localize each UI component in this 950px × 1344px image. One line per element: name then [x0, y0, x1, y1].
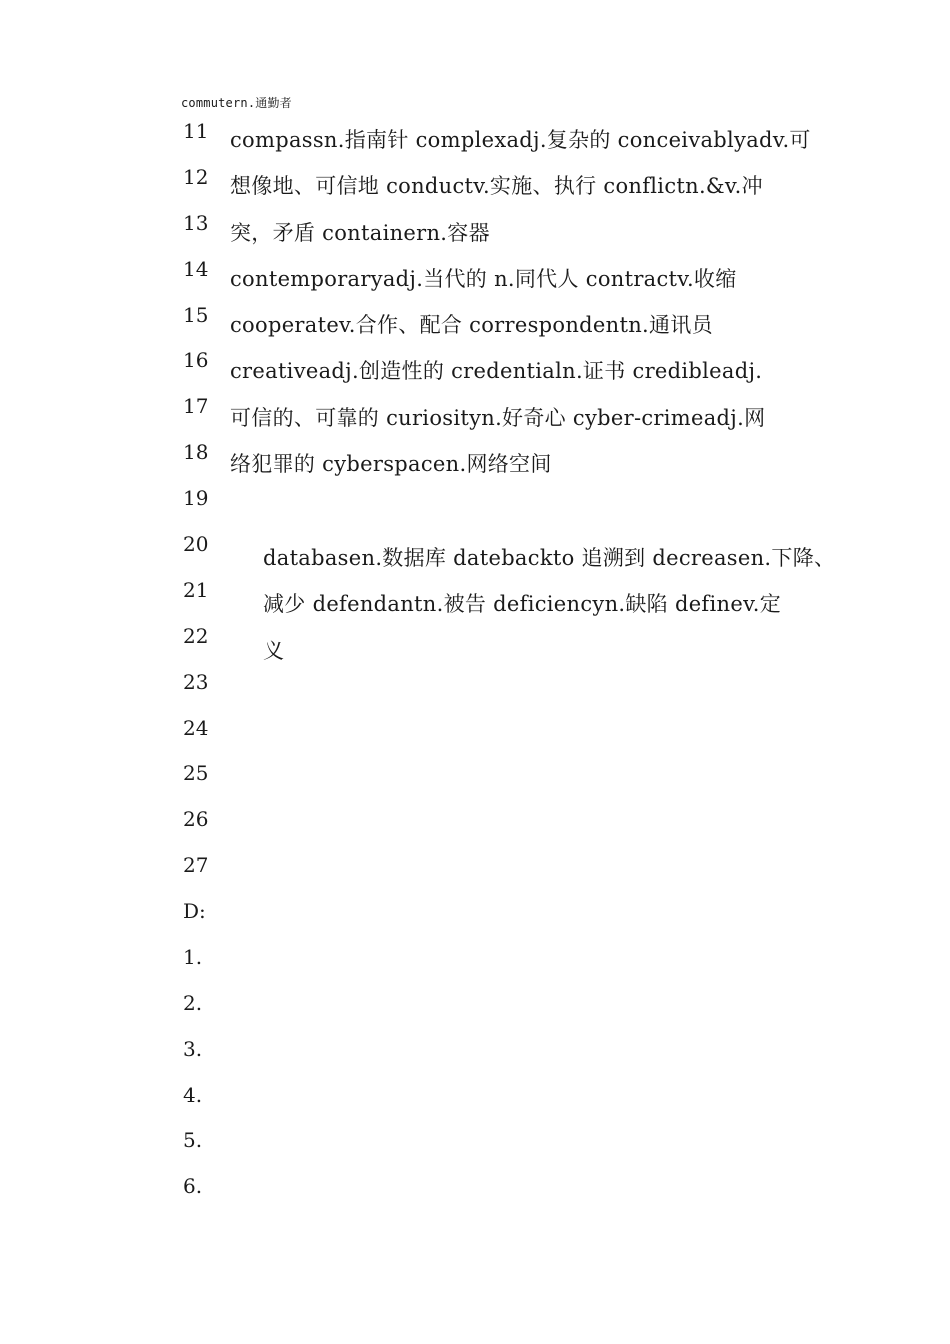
- line-number: 21: [183, 577, 209, 602]
- paragraph-line: 减少 defendantn.被告 deficiencyn.缺陷 definev.定: [263, 592, 782, 617]
- line-number-gutter: [183, 116, 223, 896]
- line-number: 15: [183, 302, 209, 327]
- line-number: 19: [183, 486, 209, 511]
- list-item: 6.: [183, 1174, 203, 1199]
- paragraph-line: databasen.数据库 datebackto 追溯到 decreasen.下降、: [263, 546, 836, 570]
- line-number: 17: [183, 394, 209, 419]
- list-item: 4.: [183, 1082, 203, 1107]
- line-number: 13: [183, 210, 209, 235]
- list-item: 1.: [183, 944, 203, 969]
- vocabulary-paragraph-d: [263, 535, 835, 674]
- line-number: 23: [183, 669, 209, 694]
- paragraph-line: 义: [263, 638, 285, 663]
- paragraph-line: 可信的、可靠的 curiosityn.好奇心 cyber-crimeadj.网: [230, 405, 766, 430]
- section-list: [183, 893, 206, 1214]
- paragraph-line: 络犯罪的 cyberspacen.网络空间: [230, 452, 552, 477]
- line-number: 27: [183, 853, 209, 878]
- list-item: 5.: [183, 1128, 203, 1153]
- line-number: 14: [183, 256, 209, 281]
- line-number: 25: [183, 761, 209, 786]
- paragraph-line: 突，矛盾 containern.容器: [230, 220, 490, 245]
- line-number: 22: [183, 623, 209, 648]
- paragraph-line: creativeadj.创造性的 credentialn.证书 credibleadj.: [230, 359, 763, 384]
- line-number: 12: [183, 164, 209, 189]
- paragraph-line: cooperatev.合作、配合 correspondentn.通讯员: [230, 313, 713, 338]
- line-number: 26: [183, 807, 209, 832]
- line-number: 24: [183, 715, 209, 740]
- line-number: 18: [183, 440, 209, 465]
- list-item: 3.: [183, 1036, 203, 1061]
- vocabulary-paragraph-c: [230, 117, 811, 487]
- line-number: 16: [183, 348, 209, 373]
- line-number: 11: [183, 119, 209, 143]
- paragraph-line: 想像地、可信地 conductv.实施、执行 conflictn.&v.冲: [230, 174, 763, 199]
- paragraph-line: contemporaryadj.当代的 n.同代人 contractv.收缩: [230, 266, 737, 291]
- paragraph-line: compassn.指南针 complexadj.复杂的 conceivablyadv.可: [230, 128, 811, 152]
- header-line: commutern.通勤者: [181, 96, 292, 110]
- line-number: 20: [183, 532, 209, 557]
- list-item: 2.: [183, 990, 203, 1015]
- section-heading: D:: [183, 899, 206, 923]
